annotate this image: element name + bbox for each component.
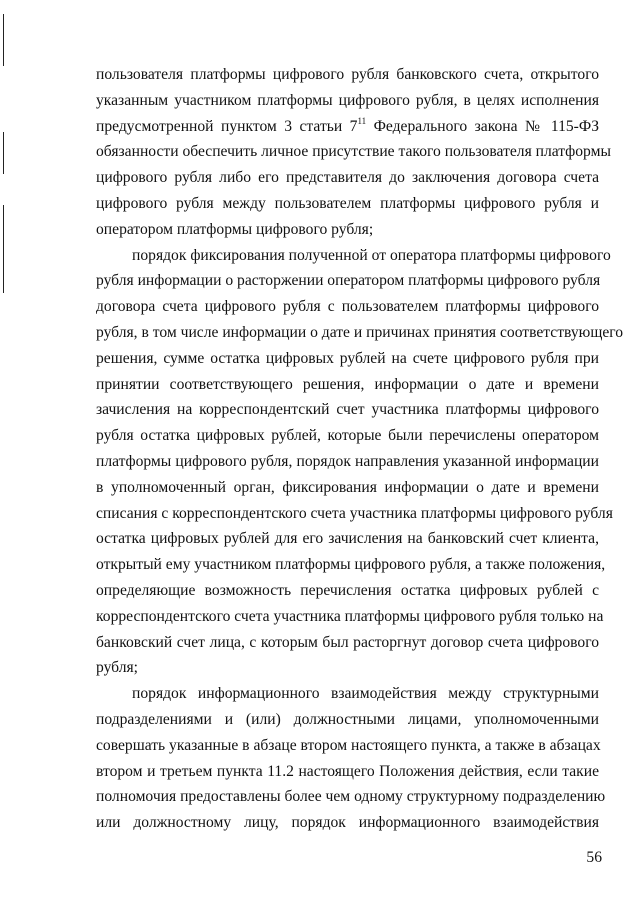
text-line: порядок информационного взаимодействия между структурными [132, 685, 599, 703]
text-line: порядок фиксирования полученной от оператора платформы цифрового [132, 246, 611, 264]
text-line-with-superscript [96, 114, 599, 140]
text-line: рубля, в том числе информации о дате и причинах принятия соответствующего [96, 323, 624, 341]
margin-mark-2 [3, 132, 4, 174]
text-segment: Федерального закона № 115-ФЗ [366, 117, 600, 135]
text-segment: предусмотренной пунктом 3 статьи 7 [96, 117, 358, 135]
text-line: рубля остатка цифровых рублей, которые были перечислены оператором [96, 427, 599, 445]
text-line: подразделениями и (или) должностными лицами, уполномоченными [96, 710, 599, 728]
text-line: полномочия предоставлены более чем одному структурному подразделению [96, 788, 606, 806]
text-line: списания с корреспондентского счета участника платформы цифрового рубля [96, 504, 613, 522]
text-line: зачисления на корреспондентский счет участника платформы цифрового [96, 401, 599, 419]
superscript: 11 [357, 115, 367, 126]
text-line: или должностному лицу, порядок информационного взаимодействия [96, 814, 599, 832]
text-line: цифрового рубля между пользователем платформы цифрового рубля и [96, 194, 599, 212]
text-line: в уполномоченный орган, фиксирования информации о дате и времени [96, 478, 599, 496]
text-line: корреспондентского счета участника платформы цифрового рубля только на [96, 607, 604, 625]
text-line: цифрового рубля либо его представителя до заключения договора счета [96, 169, 599, 187]
text-line: остатка цифровых рублей для его зачисления на банковский счет клиента, [96, 530, 599, 548]
text-line: определяющие возможность перечисления остатка цифровых рублей с [96, 581, 599, 599]
text-line: оператором платформы цифрового рубля; [96, 220, 374, 238]
text-line: решения, сумме остатка цифровых рублей на счете цифрового рубля при [96, 349, 599, 367]
text-line: совершать указанные в абзаце втором настоящего пункта, а также в абзацах [96, 736, 601, 754]
paragraph-2 [96, 243, 624, 682]
text-line: указанным участником платформы цифрового рубля, в целях исполнения [96, 91, 599, 109]
text-line: рубля; [96, 659, 139, 677]
text-line: договора счета цифрового рубля с пользователем платформы цифрового [96, 298, 599, 316]
text-line: платформы цифрового рубля, порядок направления указанной информации [96, 452, 599, 470]
text-line: пользователя платформы цифрового рубля банковского счета, открытого [96, 66, 599, 83]
text-line: банковский счет лица, с которым был расторгнут договор счета цифрового [96, 633, 599, 651]
text-line: втором и третьем пункта 11.2 настоящего Положения действия, если такие [96, 762, 599, 780]
margin-mark-3 [3, 205, 4, 293]
body-text [96, 62, 624, 836]
page-number: 56 [586, 849, 602, 866]
text-line: обязанности обеспечить личное присутствие такого пользователя платформы [96, 143, 611, 161]
text-line: открытый ему участником платформы цифрового рубля, а также положения, [96, 556, 606, 574]
paragraph-3 [96, 681, 606, 836]
paragraph-1 [96, 62, 611, 243]
text-line: рубля информации о расторжении оператором платформы цифрового рубля [96, 272, 601, 290]
text-line: принятии соответствующего решения, информации о дате и времени [96, 375, 599, 393]
margin-mark-1 [3, 14, 4, 66]
